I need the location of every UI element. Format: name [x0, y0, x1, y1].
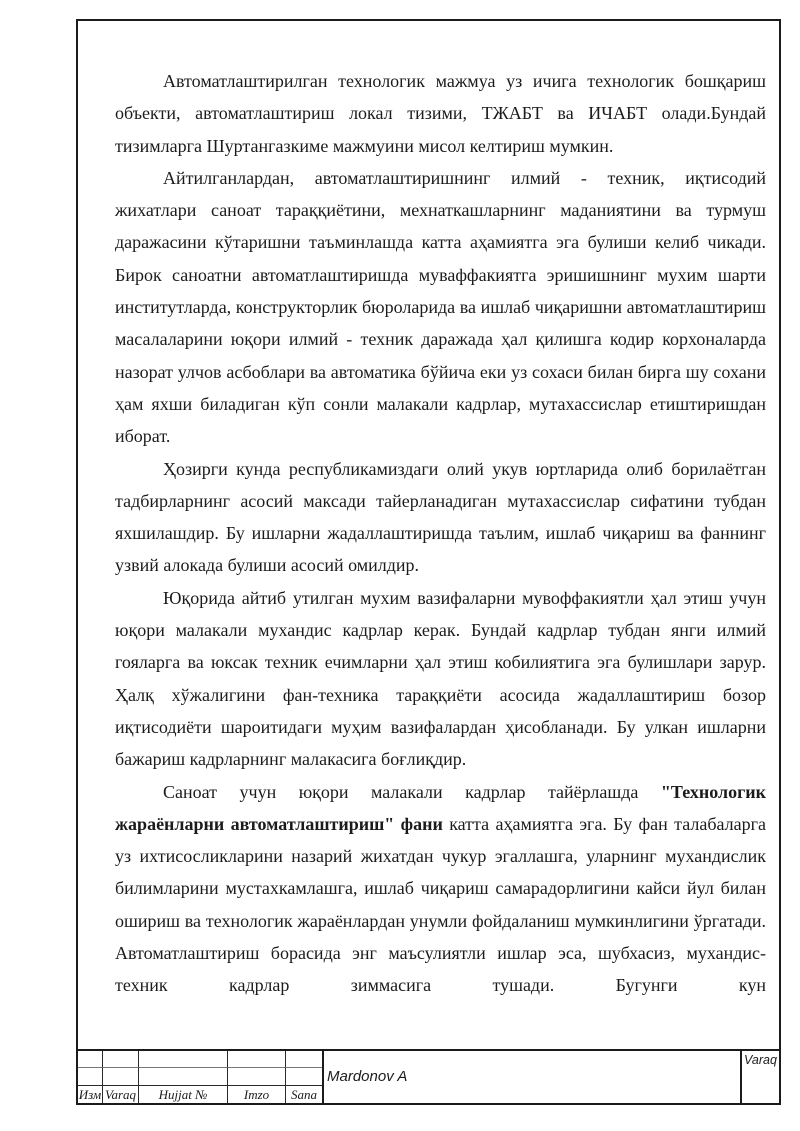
stamp-cell-empty [228, 1068, 286, 1086]
page-frame [76, 19, 781, 1051]
stamp-cell-empty [78, 1068, 103, 1086]
author-cell [324, 1051, 740, 1103]
stamp-cell-empty [286, 1068, 322, 1086]
stamp-col-izm: Изм [78, 1086, 102, 1102]
sheet-label: Varaq [744, 1053, 777, 1067]
paragraph-1: Автоматлаштирилган технологик мажмуа уз ичига технологик бошқариш объекти, автоматлаштириш локал тизими, ТЖАБТ ва ИЧАБТ олади.Бундай тизимларга Шуртангазкиме мажмуини мисол келтириш мумкин. [115, 71, 766, 156]
text-block [115, 65, 766, 1002]
author-name: Mardonov A [327, 1068, 408, 1085]
paragraph-3: Ҳозирги кунда республикамиздаги олий укув юртларида олиб борилаётган тадбирларнинг асосий максади тайерланадиган мутахассислар сифатини тубдан яхшилашдир. Бу ишларни жадаллаштиришда таълим, ишлаб чиқариш ва фаннинг узвий алокада булиши асосий омилдир. [115, 458, 766, 576]
stamp-cell-empty [139, 1068, 228, 1086]
sheet-number-cell [740, 1051, 779, 1103]
paragraph-5 [115, 776, 766, 1002]
paragraph-5-lead: Саноат учун юқори малакали кадрлар тайёрлашда [163, 781, 661, 802]
stamp-col-imzo: Imzo [228, 1086, 286, 1103]
paragraph-2: Айтилганлардан, автоматлаштиришнинг илмий - техник, иқтисодий жихатлари саноат тараққиётини, мехнаткашларнинг маданиятини ва турмуш даражасини кўтаришни таъминлашда катта аҳамиятга эга булиши келиб чикади. Бирок саноатни автоматлаштиришда муваффакиятга эришишнинг мухим шарти институтларда, конструкторлик бюроларида ва ишлаб чиқаришни автоматлаштириш масалаларини юқори илмий - техник даражада ҳал қилишга кодир корхоналарда назорат улчов асбоблари ва автоматика бўйича еки уз сохаси билан бирга шу сохани ҳам яхши биладиган кўп сонли малакали кадрлар, мутахассислар етиштиришдан иборат. [115, 167, 766, 447]
course-title-bold: "Технологик жараёнларни автоматлаштириш" фани [115, 781, 766, 834]
stamp-cell-empty [286, 1051, 322, 1068]
stamp-cell-empty [103, 1051, 139, 1068]
stamp-col-hujjat: Hujjat № [139, 1086, 228, 1103]
stamp-cell-empty [78, 1051, 103, 1068]
stamp-col-sana: Sana [291, 1086, 317, 1102]
stamp-col-varaq: Varaq [103, 1086, 139, 1103]
paragraph-4: Юқорида айтиб утилган мухим вазифаларни мувоффакиятли ҳал этиш учун юқори малакали мухандис кадрлар керак. Бундай кадрлар тубдан янги илмий гояларга ва юксак техник ечимларни ҳал этиш кобилиятига эга булишлари зарур. Ҳалқ хўжалигини фан-техника тараққиёти асосида жадаллаштириш бозор иқтисодиёти шароитидаги муҳим вазифалардан ҳисобланади. Бу улкан ишларни бажариш кадрларнинг малакасига боғлиқдир. [115, 587, 766, 770]
paragraph-5-tail: катта аҳамиятга эга. Бу фан талабаларга уз ихтисосликларини назарий жихатдан чукур эгаллашга, уларнинг мухандислик билимларини мустахкамлашга, ишлаб чиқариш самарадорлигини кайси йул билан ошириш ва технологик жараёнлардан унумли фойдаланиш мумкинлигини ўргатади. Автоматлаштириш борасида энг маъсулиятли ишлар эса, шубхасиз, мухандис-техник кадрлар зиммасига тушади. Бугунги кун [115, 813, 766, 996]
stamp-cell-empty [228, 1051, 286, 1068]
stamp-cell-empty [139, 1051, 228, 1068]
title-block [76, 1049, 781, 1105]
stamp-cell-empty [103, 1068, 139, 1086]
revision-table [78, 1051, 324, 1103]
